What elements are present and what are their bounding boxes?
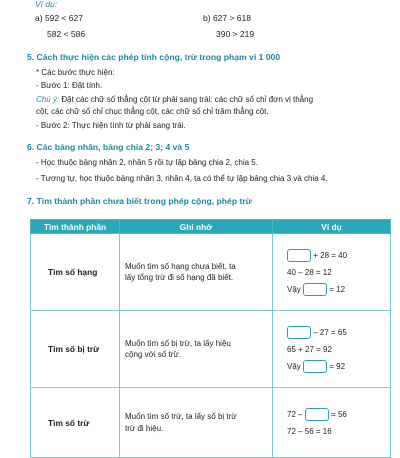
section-5-heading: 5. Cách thực hiện các phép tính cộng, trừ trong phạm vi 1 000 <box>27 52 281 62</box>
s6-line1: - Học thuộc bảng nhân 2, nhân 5 rồi tự lập bảng chia 2, chia 5. <box>36 158 258 167</box>
row-rule: Muốn tìm số hạng chưa biết, ta lấy tổng trừ đi số hạng đã biết. <box>120 234 273 311</box>
row-example: – 27 = 65 65 + 27 = 92 Vậy = 92 <box>273 311 391 388</box>
blank-box <box>287 326 311 339</box>
note: Chú ý: Đặt các chữ số thẳng cột từ phải sang trái: các chữ số chỉ đơn vị thẳng <box>36 95 314 104</box>
section-7-heading: 7. Tìm thành phần chưa biết trong phép cộng, phép trừ <box>27 196 252 206</box>
s6-line2: - Tương tự, học thuộc bảng nhân 3, nhân 4, ta có thể tự lập bảng chia 3 và chia 4. <box>36 174 328 183</box>
blank-box <box>303 360 327 373</box>
example-b: b) 627 > 618 <box>203 13 251 23</box>
table-row <box>31 388 391 458</box>
example-label: Ví dụ: <box>35 0 58 9</box>
table-row <box>31 311 391 388</box>
table-row <box>31 234 391 311</box>
step-2: - Bước 2: Thực hiện tính từ phải sang trái. <box>36 121 186 130</box>
row-name: Tìm số hạng <box>31 234 120 311</box>
steps-intro: * Các bước thực hiện: <box>36 68 115 77</box>
blank-box <box>305 408 329 421</box>
blank-box <box>303 283 327 296</box>
table-header-row <box>31 220 391 234</box>
row-example: + 28 = 40 40 – 28 = 12 Vậy = 12 <box>273 234 391 311</box>
row-rule: Muốn tìm số trừ, ta lấy số bị trừ trừ đi hiệu. <box>120 388 273 458</box>
section-6-heading: 6. Các bảng nhân, bảng chia 2; 3; 4 và 5 <box>27 142 190 152</box>
row-example: 72 – = 56 72 – 56 = 16 <box>273 388 391 458</box>
row-rule: Muốn tìm số bị trừ, ta lấy hiệu cộng với số trừ. <box>120 311 273 388</box>
example-b2: 390 > 219 <box>216 29 255 39</box>
note-label: Chú ý: <box>36 95 60 104</box>
col-header: Ghi nhớ <box>120 220 273 234</box>
row-name: Tìm số bị trừ <box>31 311 120 388</box>
example-a2: 582 < 586 <box>47 29 86 39</box>
example-a: a) 592 < 627 <box>35 13 83 23</box>
step-1: - Bước 1: Đặt tính. <box>36 81 103 90</box>
blank-box <box>287 249 311 262</box>
col-header: Ví dụ <box>273 220 391 234</box>
row-name: Tìm số trừ <box>31 388 120 458</box>
component-table <box>30 219 391 458</box>
note-cont: cột, các chữ số chỉ chục thẳng cột, các chữ số chỉ trăm thẳng cột. <box>36 107 269 116</box>
col-header: Tìm thành phần <box>31 220 120 234</box>
